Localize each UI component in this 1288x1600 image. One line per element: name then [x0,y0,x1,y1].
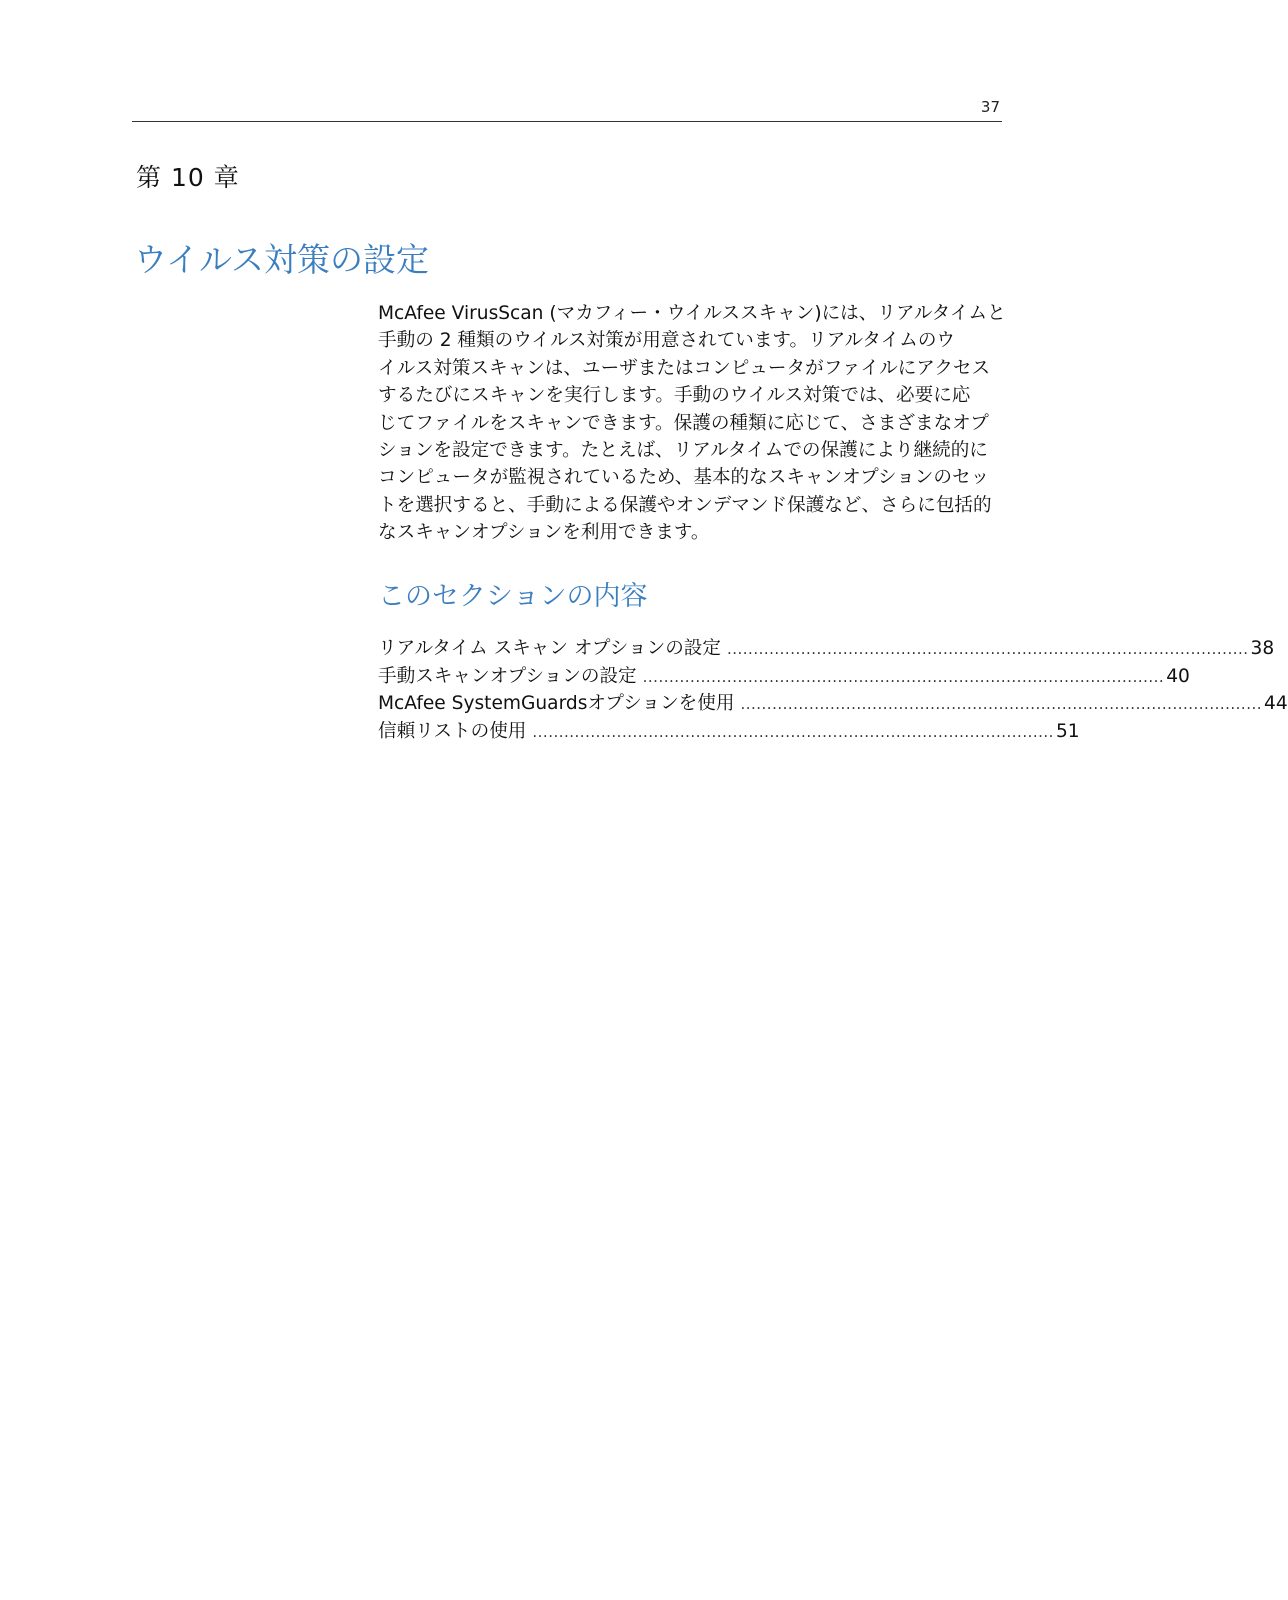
intro-line: コンピュータが監視されているため、基本的なスキャンオプションのセッ [378,467,990,489]
toc-entry-manual-scan[interactable] [378,662,1190,690]
table-of-contents [378,634,1288,744]
intro-paragraph [378,300,1006,547]
toc-entry-label: McAfee SystemGuardsオプションを使用 [378,693,735,714]
header-rule [132,121,1002,122]
intro-line: ションを設定できます。たとえば、リアルタイムでの保護により継続的に [378,440,988,462]
page-number: 37 [980,98,1000,116]
intro-line: なスキャンオプションを利用できます。 [378,522,710,544]
section-heading: このセクションの内容 [378,581,648,612]
intro-line: じてファイルをスキャンできます。保護の種類に応じて、さまざまなオプ [378,412,989,434]
chapter-title: ウイルス対策の設定 [134,240,430,279]
chapter-label: 第 10 章 [136,163,240,192]
toc-entry-page: 38 [1250,638,1275,659]
toc-entry-label: リアルタイム スキャン オプションの設定 [378,638,721,659]
toc-dot-leader: ................................................................................................... [532,722,1054,741]
toc-entry-page: 44 [1264,693,1288,714]
intro-line: イルス対策スキャンは、ユーザまたはコンピュータがファイルにアクセス [378,357,991,379]
intro-line: トを選択すると、手動による保護やオンデマンド保護など、さらに包括的 [378,494,992,516]
toc-entry-label: 手動スキャンオプションの設定 [378,665,637,687]
toc-entry-systemguards[interactable] [378,689,1288,717]
toc-dot-leader: ................................................................................................... [642,667,1165,686]
toc-entry-page: 51 [1055,720,1080,742]
toc-entry-page: 40 [1166,665,1190,687]
toc-entry-label: 信頼リストの使用 [378,720,527,742]
toc-entry-trusted-list[interactable] [378,717,1080,745]
intro-line: 手動の 2 種類のウイルス対策が用意されています。リアルタイムのウ [378,330,956,352]
intro-line: するたびにスキャンを実行します。手動のウイルス対策では、必要に応 [378,385,971,407]
toc-dot-leader: ................................................................................................... [726,640,1249,658]
toc-dot-leader: ................................................................................................... [740,695,1263,713]
intro-line: McAfee VirusScan (マカフィー・ウイルススキャン)には、リアルタイムと [378,303,1006,324]
toc-entry-realtime-scan[interactable] [378,634,1275,662]
